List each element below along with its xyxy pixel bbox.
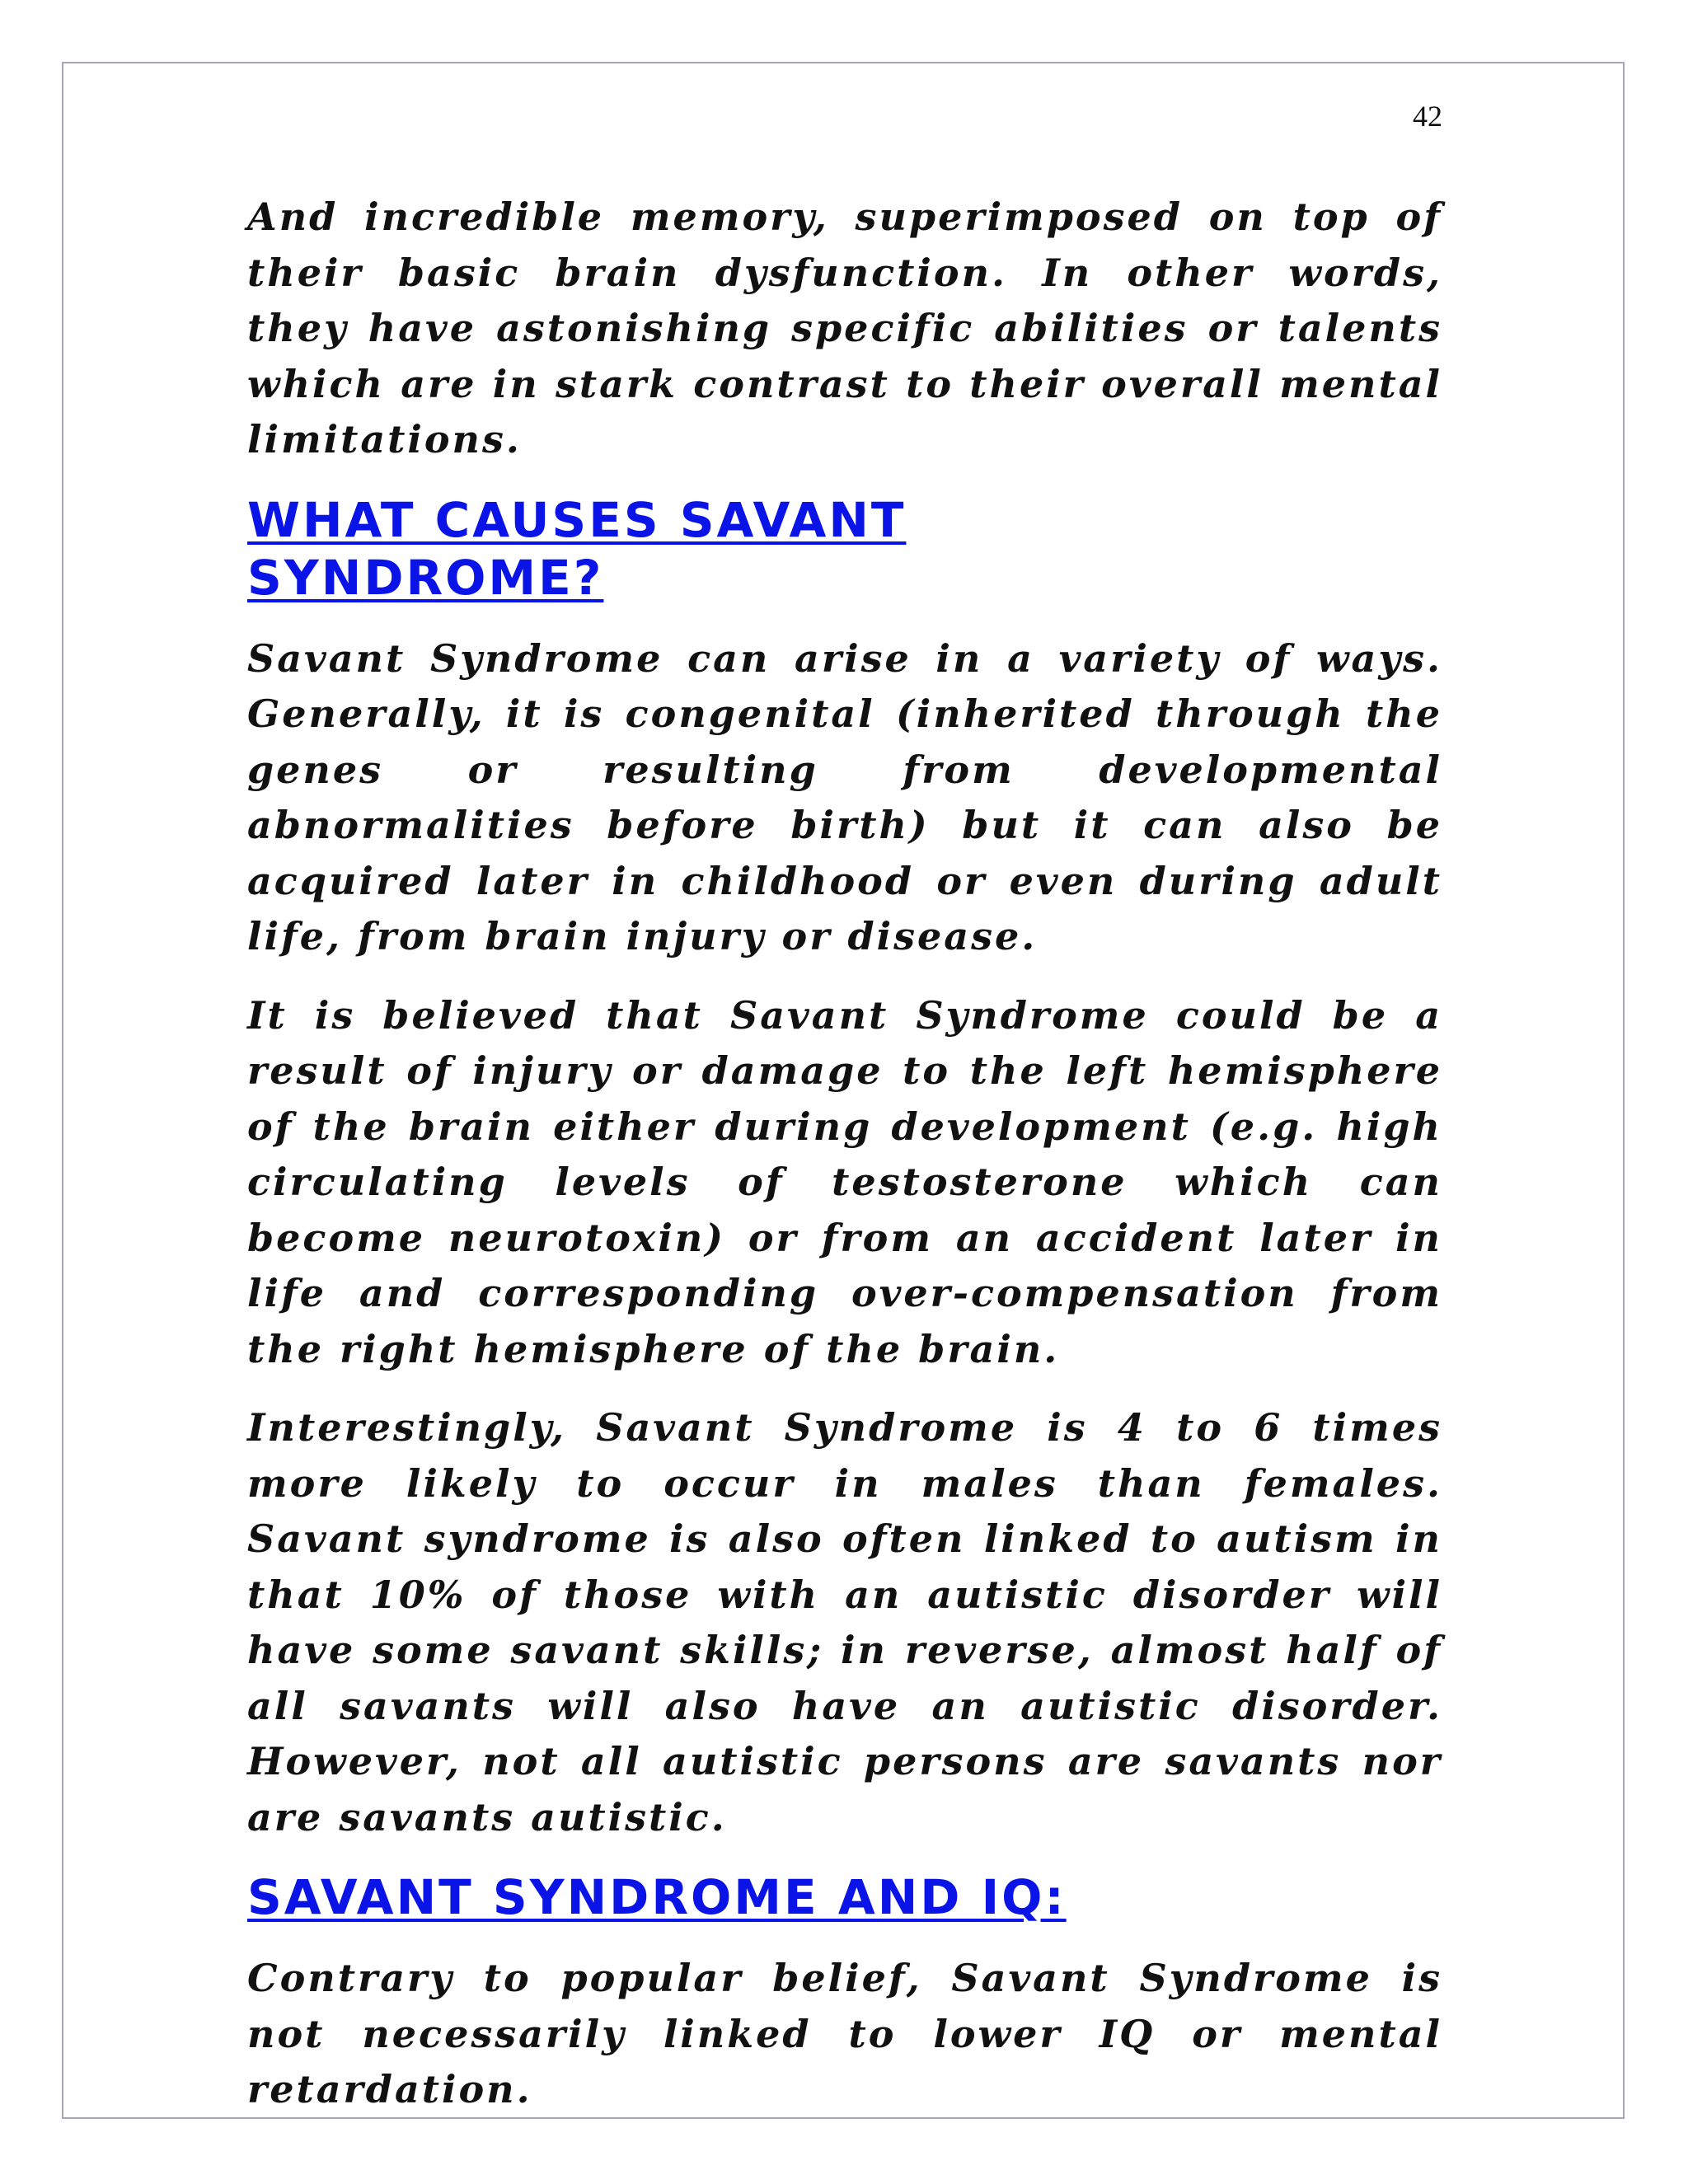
page-number: 42 — [1413, 100, 1442, 133]
page-content — [247, 190, 1442, 2118]
paragraph-males-autism: Interestingly, Savant Syndrome is 4 to 6 times more likely to occur in males than females. Savant syndrome is also often linked to autism in that 10% of those with an autistic disorder will have some savant skills; in reverse, almost half of all savants will also have an autistic disorder. However, not all autistic persons are savants nor are savants autistic. — [247, 1405, 1442, 1840]
paragraph-iq: Contrary to popular belief, Savant Syndrome is not necessarily linked to lower IQ or mental retardation. — [247, 1956, 1442, 2111]
paragraph-left-hemisphere: It is believed that Savant Syndrome could be a result of injury or damage to the left hemisphere of the brain either during development (e.g. high circulating levels of testosterone which can become neurotoxin) or from an accident later in life and corresponding over-compensation from the right hemisphere of the brain. — [247, 992, 1442, 1371]
paragraph-memory: And incredible memory, superimposed on top of their basic brain dysfunction. In other words, they have astonishing specific abilities or talents which are in stark contrast to their overall mental limitations. — [247, 194, 1442, 462]
paragraph-arise: Savant Syndrome can arise in a variety of ways. Generally, it is congenital (inherited through the genes or resulting from developmental abnormalities before birth) but it can also be acquired later in childhood or even during adult life, from brain injury or disease. — [247, 635, 1442, 958]
heading-what-causes-savant-syndrome: WHAT CAUSES SAVANT SYNDROME? — [247, 491, 907, 606]
heading-savant-syndrome-and-iq: SAVANT SYNDROME AND IQ: — [247, 1869, 1067, 1925]
